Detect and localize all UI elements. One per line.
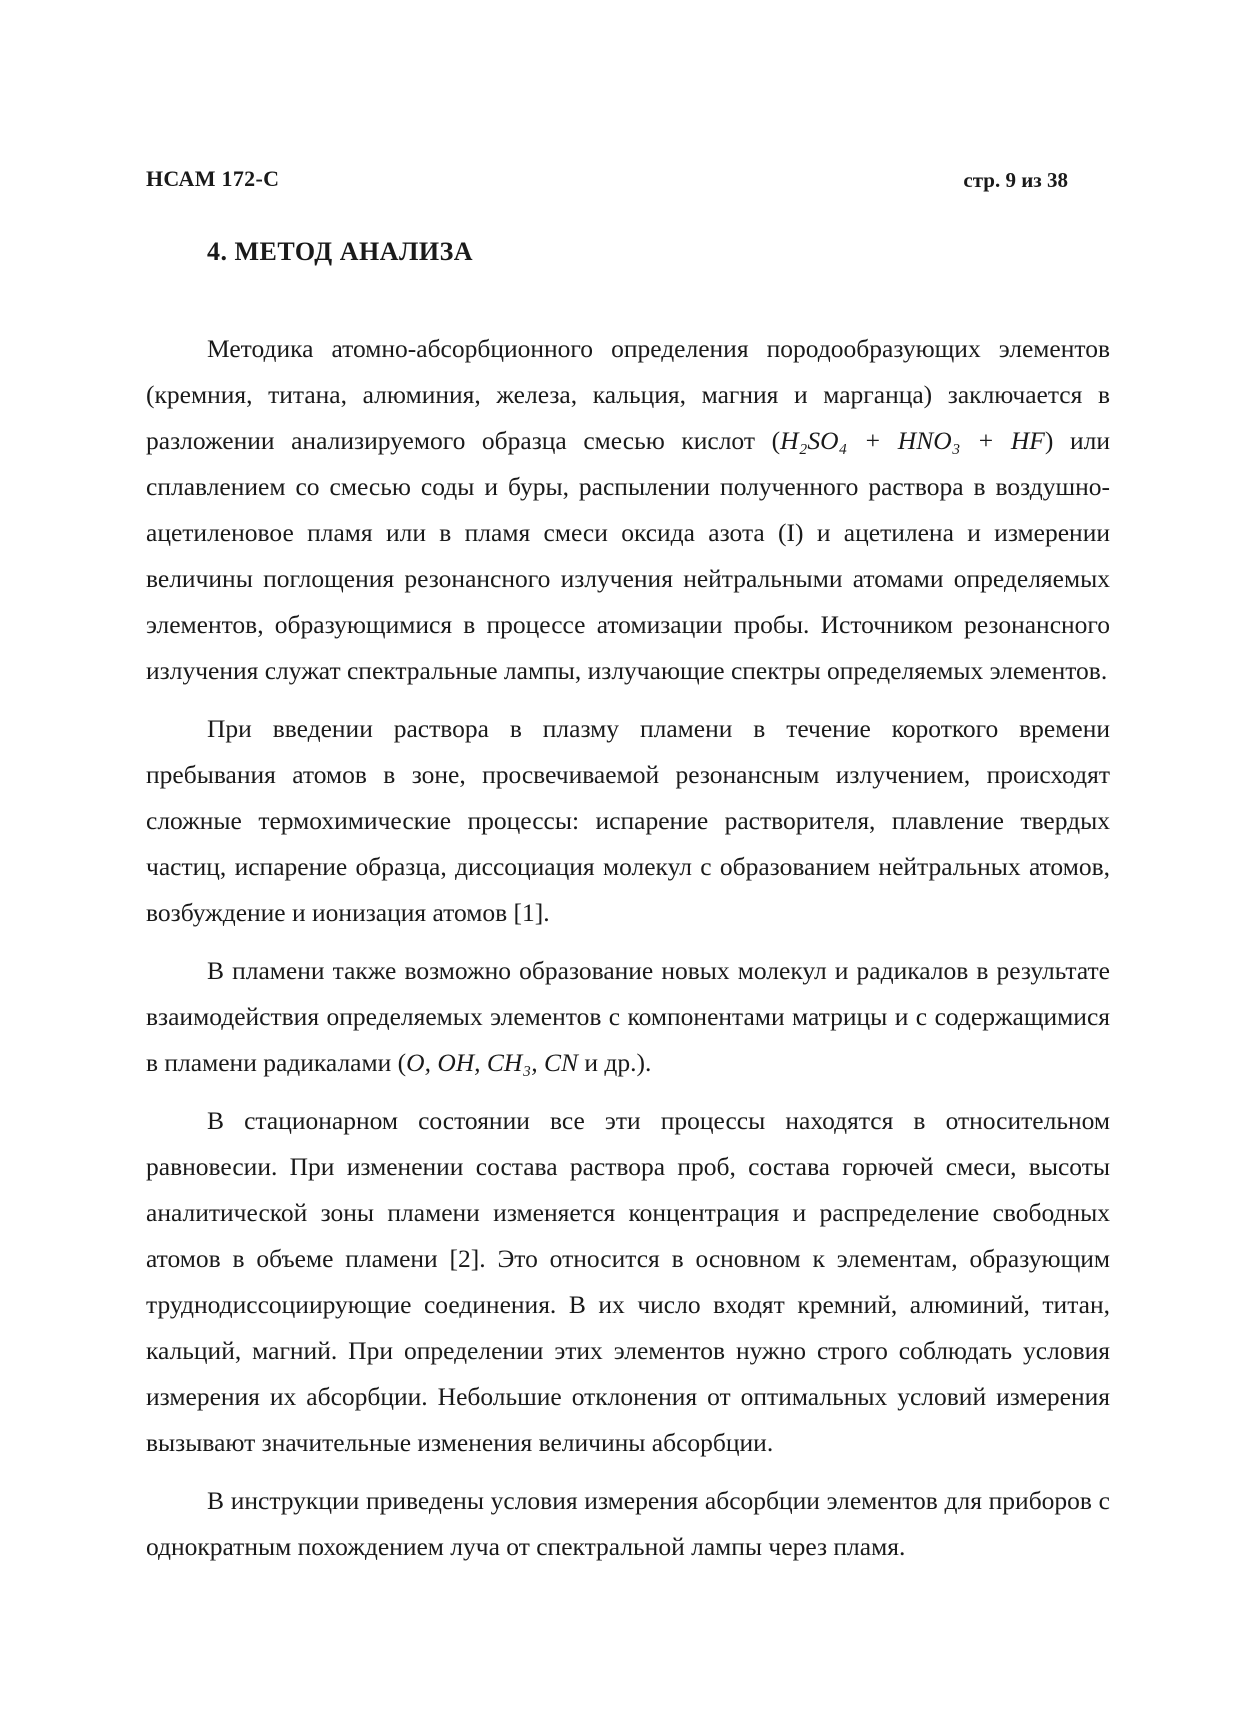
paragraph-method-description [146, 326, 1110, 694]
paragraph-radicals [146, 948, 1110, 1086]
paragraph-text: ) или сплавлением со смесью соды и буры, распылении полученного раствора в воздушно-ацетиленовое пламя или в пламя смеси оксида азота (I) и ацетилена и измерении величины поглощения резонансного излучения нейтральными атомами определяемых элементов, образующимися в процессе атомизации пробы. Источником резонансного излучения служат спектральные лампы, излучающие спектры определяемых элементов. [146, 426, 1110, 685]
body-text [146, 326, 1110, 1582]
paragraph-text: В пламени также возможно образование новых молекул и радикалов в результате взаимодействия определяемых элементов с компонентами матрицы и с содержащимися в пламени радикалами ( [146, 956, 1110, 1077]
acid-mixture-formula: H₂SO₄ + HNO₃ + HF [780, 426, 1045, 455]
paragraph-equilibrium: В стационарном состоянии все эти процессы находятся в относительном равновесии. При изменении состава раствора проб, состава горючей смеси, высоты аналитической зоны пламени изменяется концентрация и распределение свободных атомов в объеме пламени [2]. Это относится в основном к элементам, образующим труднодиссоциирующие соединения. В их число входят кремний, алюминий, титан, кальций, магний. При определении этих элементов нужно строго соблюдать условия измерения их абсорбции. Небольшие отклонения от оптимальных условий измерения вызывают значительные изменения величины абсорбции. [146, 1106, 1110, 1457]
document-id: НСАМ 172-С [146, 166, 280, 191]
paragraph-thermochemical-processes: При введении раствора в плазму пламени в течение короткого времени пребывания атомов в зоне, просвечиваемой резонансным излучением, происходят сложные термохимические процессы: испарение растворителя, плавление твердых частиц, испарение образца, диссоциация молекул с образованием нейтральных атомов, возбуждение и ионизация атомов [1]. [146, 714, 1110, 927]
section-title: 4. МЕТОД АНАЛИЗА [207, 237, 474, 266]
radicals-formula: O, OH, CH₃, CN [406, 1048, 578, 1077]
paragraph-instruction-conditions: В инструкции приведены условия измерения абсорбции элементов для приборов с однократным похождением луча от спектральной лампы через пламя. [146, 1486, 1110, 1561]
paragraph-text: Методика атомно-абсорбционного определения породообразующих элементов (кремния, титана, алюминия, железа, кальция, магния и марганца) заключается в разложении анализируемого образца смесью кислот ( [146, 334, 1110, 455]
page-number: стр. 9 из 38 [963, 168, 1068, 192]
paragraph-text: и др.). [577, 1048, 652, 1077]
